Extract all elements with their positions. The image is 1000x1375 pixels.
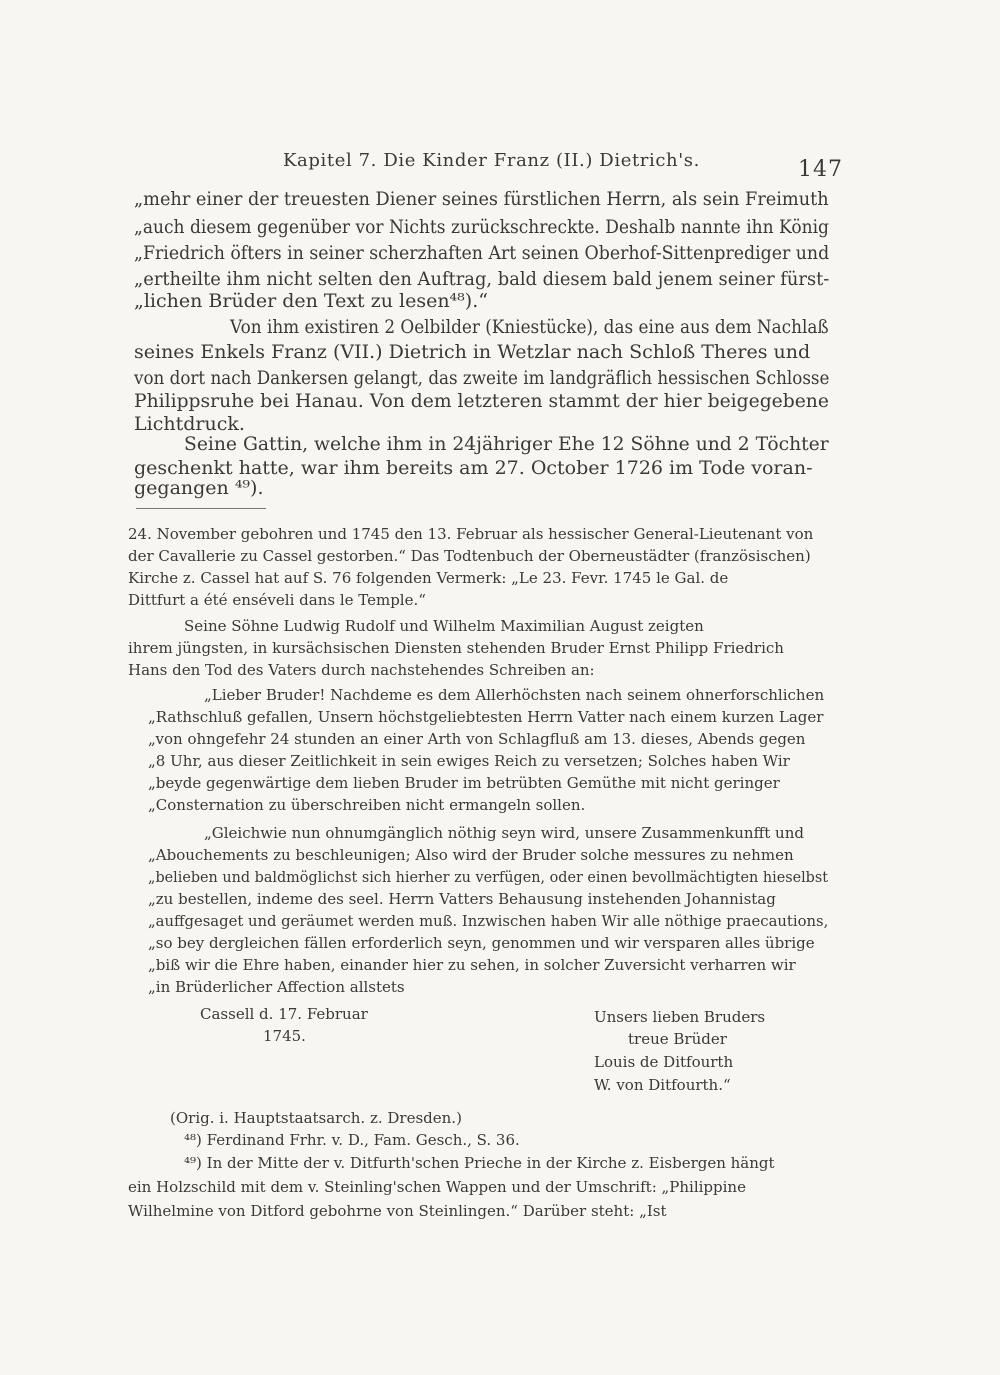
footnote-line: Hans den Tod des Vaters durch nachstehendes Schreiben an:: [128, 661, 595, 679]
footnote-line: ein Holzschild mit dem v. Steinling'schen Wappen und der Umschrift: „Philippine: [128, 1178, 746, 1196]
text-line: „lichen Brüder den Text zu lesen⁴⁸).“: [134, 290, 488, 312]
letter-line: „auffgesaget und geräumet werden muß. Inzwischen haben Wir alle nöthige praecautions,: [148, 912, 829, 930]
letter-line: „8 Uhr, aus dieser Zeitlichkeit in sein ewiges Reich zu versetzen; Solches haben Wir: [148, 752, 790, 770]
footnote-49: ⁴⁹) In der Mitte der v. Ditfurth'schen Prieche in der Kirche z. Eisbergen hängt: [184, 1154, 775, 1172]
footnote-separator: [136, 508, 266, 509]
text-line: gegangen ⁴⁹).: [134, 477, 264, 499]
letter-line: „zu bestellen, indeme des seel. Herrn Vatters Behausung instehenden Johannistag: [148, 890, 776, 908]
source-note: (Orig. i. Hauptstaatsarch. z. Dresden.): [170, 1109, 462, 1127]
page-number: 147: [798, 157, 843, 182]
text-line: geschenkt hatte, war ihm bereits am 27. October 1726 im Tode voran-: [134, 457, 813, 479]
footnote-48: ⁴⁸) Ferdinand Frhr. v. D., Fam. Gesch., S. 36.: [184, 1131, 520, 1149]
letter-signature: W. von Ditfourth.“: [594, 1076, 731, 1094]
footnote-line: Dittfurt a été enséveli dans le Temple.“: [128, 591, 426, 609]
letter-line: „beyde gegenwärtige dem lieben Bruder im betrübten Gemüthe mit nicht geringer: [148, 774, 780, 792]
footnote-line: der Cavallerie zu Cassel gestorben.“ Das Todtenbuch der Oberneustädter (französischen): [128, 547, 811, 565]
letter-line: „Rathschluß gefallen, Unsern höchstgeliebtesten Herrn Vatter nach einem kurzen Lager: [148, 708, 824, 726]
footnote-line: Kirche z. Cassel hat auf S. 76 folgenden Vermerk: „Le 23. Fevr. 1745 le Gal. de: [128, 569, 729, 587]
letter-line: „von ohngefehr 24 stunden an einer Arth von Schlagfluß am 13. dieses, Abends gegen: [148, 730, 806, 748]
letter-line: „Consternation zu überschreiben nicht ermangeln sollen.: [148, 796, 586, 814]
letter-signature: Louis de Ditfourth: [594, 1053, 734, 1071]
footnote-line: Wilhelmine von Ditford gebohrne von Steinlingen.“ Darüber steht: „Ist: [128, 1202, 667, 1220]
letter-line: „Lieber Bruder! Nachdeme es dem Allerhöchsten nach seinem ohnerforschlichen: [204, 686, 825, 704]
letter-year: 1745.: [263, 1027, 306, 1045]
text-line: seines Enkels Franz (VII.) Dietrich in Wetzlar nach Schloß Theres und: [134, 341, 811, 363]
letter-line: „Abouchements zu beschleunigen; Also wird der Bruder solche messures zu nehmen: [148, 846, 794, 864]
footnote-line: Seine Söhne Ludwig Rudolf und Wilhelm Maximilian August zeigten: [184, 617, 704, 635]
footnote-line: 24. November gebohren und 1745 den 13. Februar als hessischer General-Lieutenant von: [128, 525, 814, 543]
letter-place-date: Cassell d. 17. Februar: [200, 1005, 368, 1023]
letter-line: „Gleichwie nun ohnumgänglich nöthig seyn wird, unsere Zusammenkunfft und: [204, 824, 804, 842]
letter-line: „so bey dergleichen fällen erforderlich seyn, genommen und wir versparen alles übrige: [148, 934, 815, 952]
text-line: Philippsruhe bei Hanau. Von dem letzteren stammt der hier beigegebene: [134, 390, 829, 412]
letter-line: „in Brüderlicher Affection allstets: [148, 978, 405, 996]
letter-signature: treue Brüder: [628, 1030, 727, 1048]
letter-line: „belieben und baldmöglichst sich hierher zu verfügen, oder einen bevollmächtigten hieselbst: [148, 868, 829, 886]
text-line: „Friedrich öfters in seiner scherzhaften Art seinen Oberhof-Sittenprediger und: [134, 242, 830, 264]
letter-line: „biß wir die Ehre haben, einander hier zu sehen, in solcher Zuversicht verharren wir: [148, 956, 796, 974]
text-line: Lichtdruck.: [134, 413, 245, 435]
text-line: Von ihm existiren 2 Oelbilder (Kniestücke), das eine aus dem Nachlaß: [230, 316, 829, 338]
text-line: von dort nach Dankersen gelangt, das zweite im landgräflich hessischen Schlosse: [134, 367, 830, 389]
text-line: „mehr einer der treuesten Diener seines fürstlichen Herrn, als sein Freimuth: [134, 188, 829, 210]
letter-signature: Unsers lieben Bruders: [594, 1008, 766, 1026]
running-header: Kapitel 7. Die Kinder Franz (II.) Dietrich's.: [283, 150, 700, 171]
text-line: Seine Gattin, welche ihm in 24jähriger Ehe 12 Söhne und 2 Töchter: [184, 433, 829, 455]
footnote-line: ihrem jüngsten, in kursächsischen Diensten stehenden Bruder Ernst Philipp Friedrich: [128, 639, 784, 657]
text-line: „ertheilte ihm nicht selten den Auftrag, bald diesem bald jenem seiner fürst-: [134, 268, 830, 290]
text-line: „auch diesem gegenüber vor Nichts zurückschreckte. Deshalb nannte ihn König: [134, 216, 829, 238]
